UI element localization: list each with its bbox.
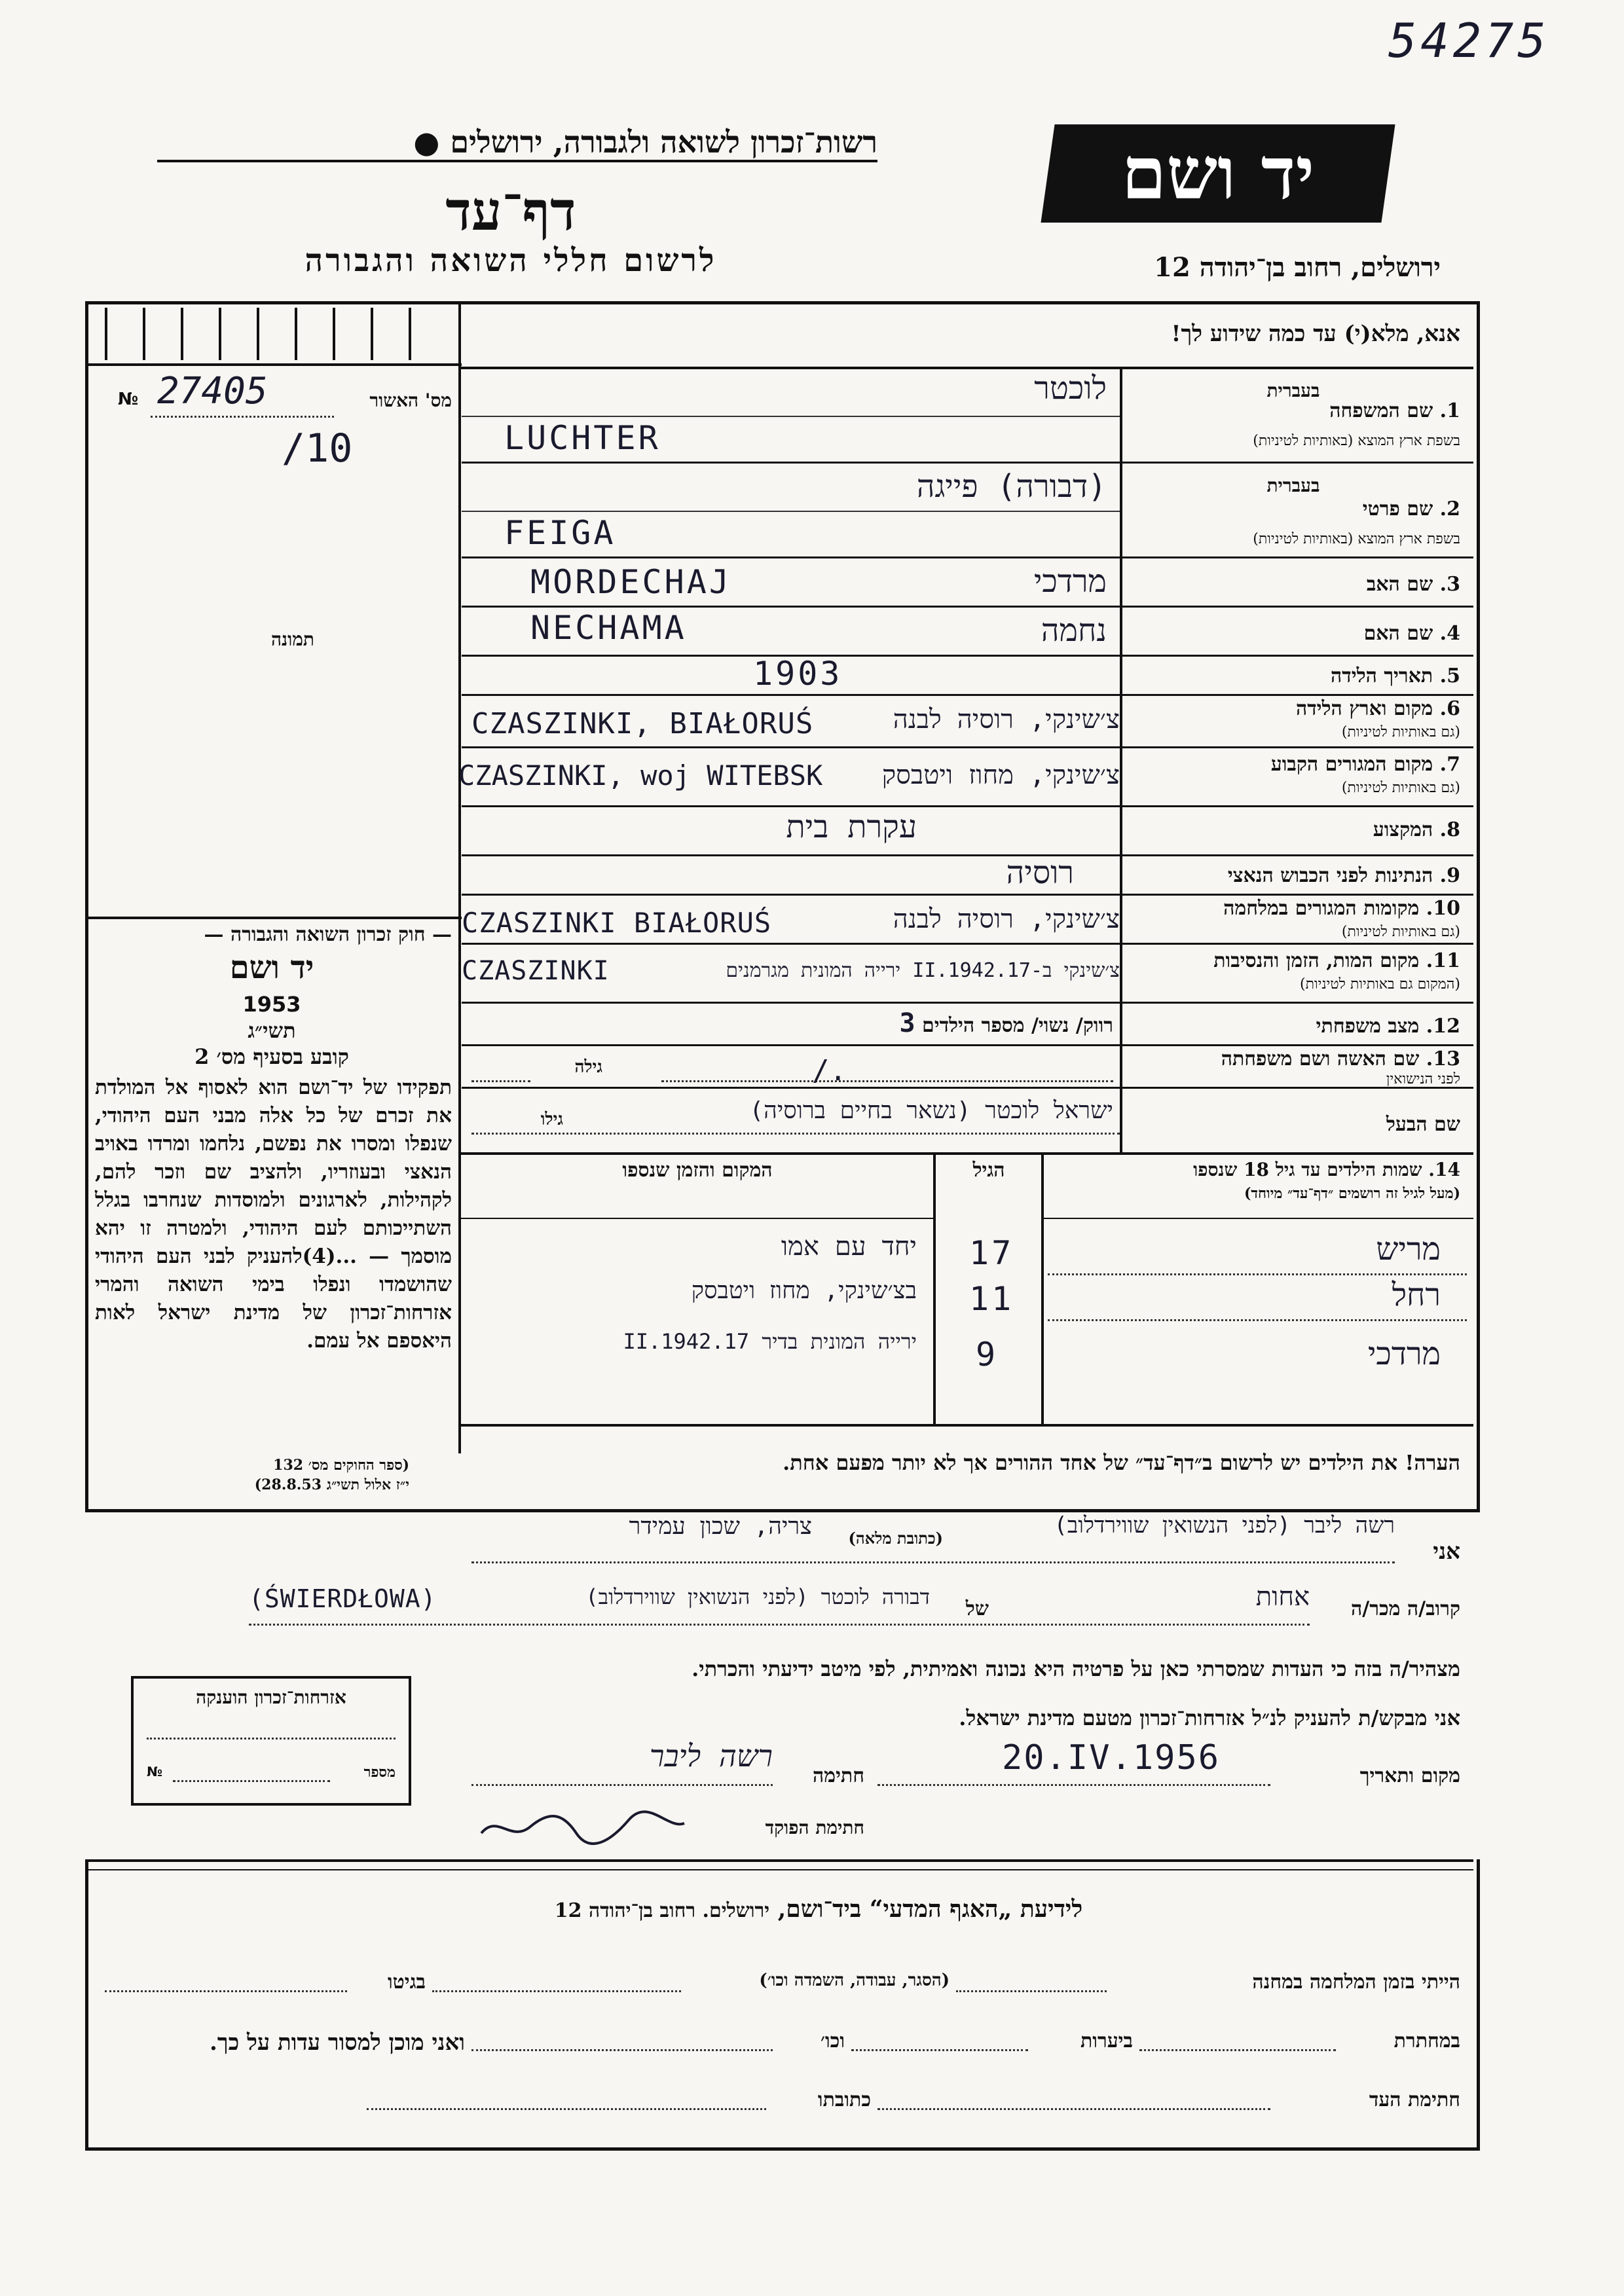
field-11-value-latin: CZASZINKI	[462, 956, 610, 986]
intro-text: אנא, מלא(י) עד כמה שידוע לך!	[1171, 321, 1460, 347]
field-2-value-hebrew: (דבורה) פייגה	[916, 468, 1107, 505]
field-4-label: 4. שם האם	[1363, 622, 1460, 645]
child-place: בצ׳שינקי, מחוז ויטבסק	[691, 1277, 917, 1304]
field-2-tag: בעברית	[1266, 475, 1320, 496]
children-age-header: הגיל	[972, 1159, 1005, 1182]
institution-name: רשות־זכרון לשואה ולגבורה, ירושלים ●	[157, 124, 877, 162]
witness-signature-label: חתימת העד	[1369, 2088, 1460, 2111]
child-age: 17	[969, 1234, 1014, 1272]
field-9-value: רוסיה	[1006, 854, 1074, 891]
child-place: יחד עם אמו	[781, 1231, 917, 1262]
field-10-label: 10. מקומות המגורים במלחמה	[1223, 897, 1460, 920]
field-6-sub: (גם באותיות לטיניות)	[1341, 724, 1460, 740]
tick-marks	[105, 308, 445, 360]
bottom-line-1-a: הייתי בזמן המלחמה במחנה	[1252, 1971, 1460, 1994]
field-7-value-hebrew: צ׳שינקי, מחוז ויטבסק	[881, 760, 1120, 790]
field-1-value-hebrew: לוכטר	[1034, 370, 1107, 407]
signature-value: רשה ליבר	[649, 1738, 773, 1774]
approval-label: מס' האשור	[369, 390, 452, 411]
child-place: ירייה המונית בדיר 17.II.1942	[623, 1329, 917, 1354]
field-11-sub: (המקום גם באותיות לטיניות)	[1300, 976, 1460, 993]
field-10-sub: (גם באותיות לטיניות)	[1341, 924, 1460, 940]
memorial-box-prefix: №	[147, 1764, 163, 1779]
field-4-value-latin: NECHAMA	[530, 609, 687, 647]
law-year: 1953	[242, 992, 301, 1017]
yad-vashem-logo	[1041, 124, 1395, 223]
officer-signature-label: חתימת הפוקד	[765, 1817, 864, 1838]
bottom-line-2-c: וכו׳	[821, 2030, 845, 2052]
bottom-line-2-d: ואני מוכן למסור עדות על כך.	[210, 2030, 465, 2056]
field-13-label: 13. שם האשה ושם משפחתה	[1221, 1048, 1460, 1070]
address: ירושלים, רחוב בן־יהודה 12	[1154, 252, 1441, 283]
note: הערה! את הילדים יש לרשום ב״דף־עד״ של אחד ההורים אך לא יותר מפעם אחת.	[783, 1450, 1460, 1475]
memorial-box-title: אזרחות־זכרון הוענקה	[196, 1686, 346, 1708]
field-12-label: 12. מצב משפחתי	[1316, 1015, 1460, 1038]
photo-label: תמונה	[270, 629, 314, 650]
field-10-value-latin: CZASZINKI BIAŁORUŚ	[462, 907, 772, 939]
field-1-label: 1. שם המשפחה	[1329, 399, 1460, 422]
bottom-line-1-c: בגיטו	[387, 1971, 426, 1994]
children-place-header: המקום והזמן שנספו	[622, 1159, 773, 1182]
law-name: יד ושם	[229, 949, 314, 986]
approval-prefix: №	[118, 390, 139, 409]
field-1-value-latin: LUCHTER	[504, 419, 661, 457]
field-8-value: עקרת בית	[786, 809, 917, 845]
field-13-age-label: גילה	[574, 1057, 602, 1077]
field-5-label: 5. תאריך הלידה	[1331, 665, 1460, 687]
approval-sub: /10	[282, 426, 353, 471]
child-name: רחל	[1392, 1277, 1441, 1313]
child-name: מרדכי	[1367, 1336, 1441, 1372]
address-label: (כתובת מלאה)	[848, 1529, 943, 1548]
law-ref-1: (ספר החוקים מס׳ 132	[273, 1457, 409, 1474]
field-4-value-hebrew: נחמה	[1041, 612, 1107, 649]
signature-label: חתימה	[813, 1764, 864, 1787]
bottom-line-1-b: (הסגר, עבודה, השמדה וכו׳)	[759, 1971, 950, 1990]
memorial-citizenship-box	[131, 1676, 411, 1806]
logo-text: יד ושם	[1121, 131, 1315, 215]
field-3-value-hebrew: מרדכי	[1033, 563, 1107, 600]
field-1-sub: בשפת ארץ המוצא (באותיות לטיניות)	[1253, 433, 1460, 449]
field-13-dash: /.	[812, 1054, 847, 1087]
field-9-label: 9. הנתינות לפני הכבוש הנאצי	[1227, 864, 1460, 887]
field-5-value: 1903	[753, 655, 843, 693]
husband-age-label: גילו	[540, 1110, 563, 1129]
field-13-sub: לפני הנישואין	[1386, 1071, 1460, 1087]
children-col-divider-1	[1041, 1152, 1044, 1424]
witness-address-label: כתובתו	[817, 2088, 871, 2111]
field-7-label: 7. מקום המגורים הקבוע	[1270, 753, 1460, 776]
form-subtitle: לרשום חללי השואה והגבורה	[304, 242, 717, 279]
field-6-value-latin: CZASZINKI, BIAŁORUŚ	[471, 707, 814, 740]
request: אני מבקש/ת להעניק לנ״ל אזרחות־זכרון מטעם מדינת ישראל.	[959, 1705, 1460, 1730]
column-divider	[458, 301, 461, 1453]
field-10-value-hebrew: צ׳שינקי, רוסיה לבנה	[893, 904, 1120, 934]
children-subtitle: (מעל לגיל זה רושמים ״דף־עד״ מיוחד)	[1244, 1185, 1460, 1202]
children-col-divider-2	[933, 1152, 936, 1424]
law-section: קובע בסעיף מס׳ 2	[194, 1044, 349, 1069]
form-title: דף־עד	[445, 180, 576, 243]
law-title: — חוק זכרון השואה והגבורה —	[204, 923, 452, 946]
place-date-label: מקום ותאריך	[1359, 1764, 1460, 1787]
deceased-name-latin: (ŚWIERDŁOWA)	[249, 1584, 437, 1613]
of-label: של	[965, 1597, 989, 1620]
children-title: 14. שמות הילדים עד גיל 18 שנספו	[1193, 1159, 1460, 1180]
field-2-sub: בשפת ארץ המוצא (באותיות לטיניות)	[1253, 531, 1460, 547]
marital-status-options: רווק/ נשוי/ מספר הילדים 3	[899, 1008, 1113, 1038]
archive-number: 54275	[1388, 13, 1550, 68]
child-age: 9	[976, 1336, 999, 1374]
relation-label: קרוב/ה מכר/ה	[1351, 1597, 1460, 1620]
bottom-title: לידיעת „האגף המדעי“ ביד־ושם, ירושלים. רחוב בן־יהודה 12	[554, 1895, 1083, 1923]
field-2-value-latin: FEIGA	[504, 514, 616, 552]
deceased-name: דבורה לוכטר (לפני הנשואין שווירדלוב)	[585, 1584, 930, 1609]
statement: מצהיר/ה בזה כי העדות שמסרתי כאן על פרטיה היא נכונה ואמיתית, לפי מיטב ידיעתי והכרתי.	[692, 1656, 1460, 1681]
field-7-value-latin: CZASZINKI, woj WITEBSK	[458, 759, 823, 792]
child-age: 11	[969, 1280, 1014, 1318]
law-text: תפקידו של יד־ושם הוא לאסוף אל המולדת את זכרם של כל אלה מבני העם היהודי, שנפלו ומסרו את נפשם, נלחמו ומרדו באויב הנאצי ובעוזריו, ולהציב שם וזכר להם, לקהילות, לארגונים ולמוסדות שנחרבו בגלל השתייכותם לעם היהודי, ולמטרה זו יהא מוסמך — ...(4)להעניק לבני העם היהודי שהושמדו ונפלו בימי השואה והמרי אזרחות־זכרון של מדינת ישראל לאות היאספם אל עמם.	[95, 1076, 452, 1353]
law-ref-2: י״ז אלול תשי״ג 28.8.53)	[254, 1476, 409, 1493]
field-8-label: 8. המקצוע	[1373, 818, 1460, 841]
declarant-address: צריה, שכון עמידר	[629, 1513, 812, 1540]
declarant-name: רשה ליבר (לפני הנשואין שווירדלוב)	[1054, 1512, 1395, 1539]
field-3-label: 3. שם האב	[1366, 573, 1460, 596]
field-11-label: 11. מקום המות, הזמן והנסיבות	[1213, 949, 1460, 972]
officer-signature-mark	[478, 1807, 688, 1846]
field-2-label: 2. שם פרטי	[1362, 498, 1460, 520]
husband-value: ישראל לוכטר (נשאר בחיים ברוסיה)	[749, 1097, 1113, 1124]
children-count: 3	[899, 1008, 915, 1038]
field-7-sub: (גם באותיות לטיניות)	[1341, 780, 1460, 796]
bottom-line-2-a: במחתרת	[1393, 2030, 1460, 2052]
field-6-label: 6. מקום וארץ הלידה	[1295, 697, 1460, 720]
field-1-tag: בעברית	[1266, 380, 1320, 401]
bottom-line-2-b: ביערות	[1080, 2030, 1133, 2052]
child-name: מריש	[1376, 1231, 1441, 1267]
approval-number: 27405	[157, 370, 268, 412]
date-value: 20.IV.1956	[1002, 1738, 1221, 1777]
husband-label: שם הבעל	[1386, 1113, 1460, 1136]
memorial-box-number-label: מספר	[363, 1764, 396, 1781]
declaration-i-label: אני	[1433, 1539, 1460, 1565]
field-11-value-hebrew: צ׳שינקי ב-17.II.1942 ירייה המונית מגרמנים	[726, 959, 1120, 982]
law-heb-year: תשי״ג	[248, 1018, 296, 1043]
relation-value: אחות	[1255, 1582, 1310, 1612]
field-3-value-latin: MORDECHAJ	[530, 563, 731, 601]
label-divider	[1120, 367, 1122, 1152]
field-6-value-hebrew: צ׳שינקי, רוסיה לבנה	[893, 704, 1120, 735]
